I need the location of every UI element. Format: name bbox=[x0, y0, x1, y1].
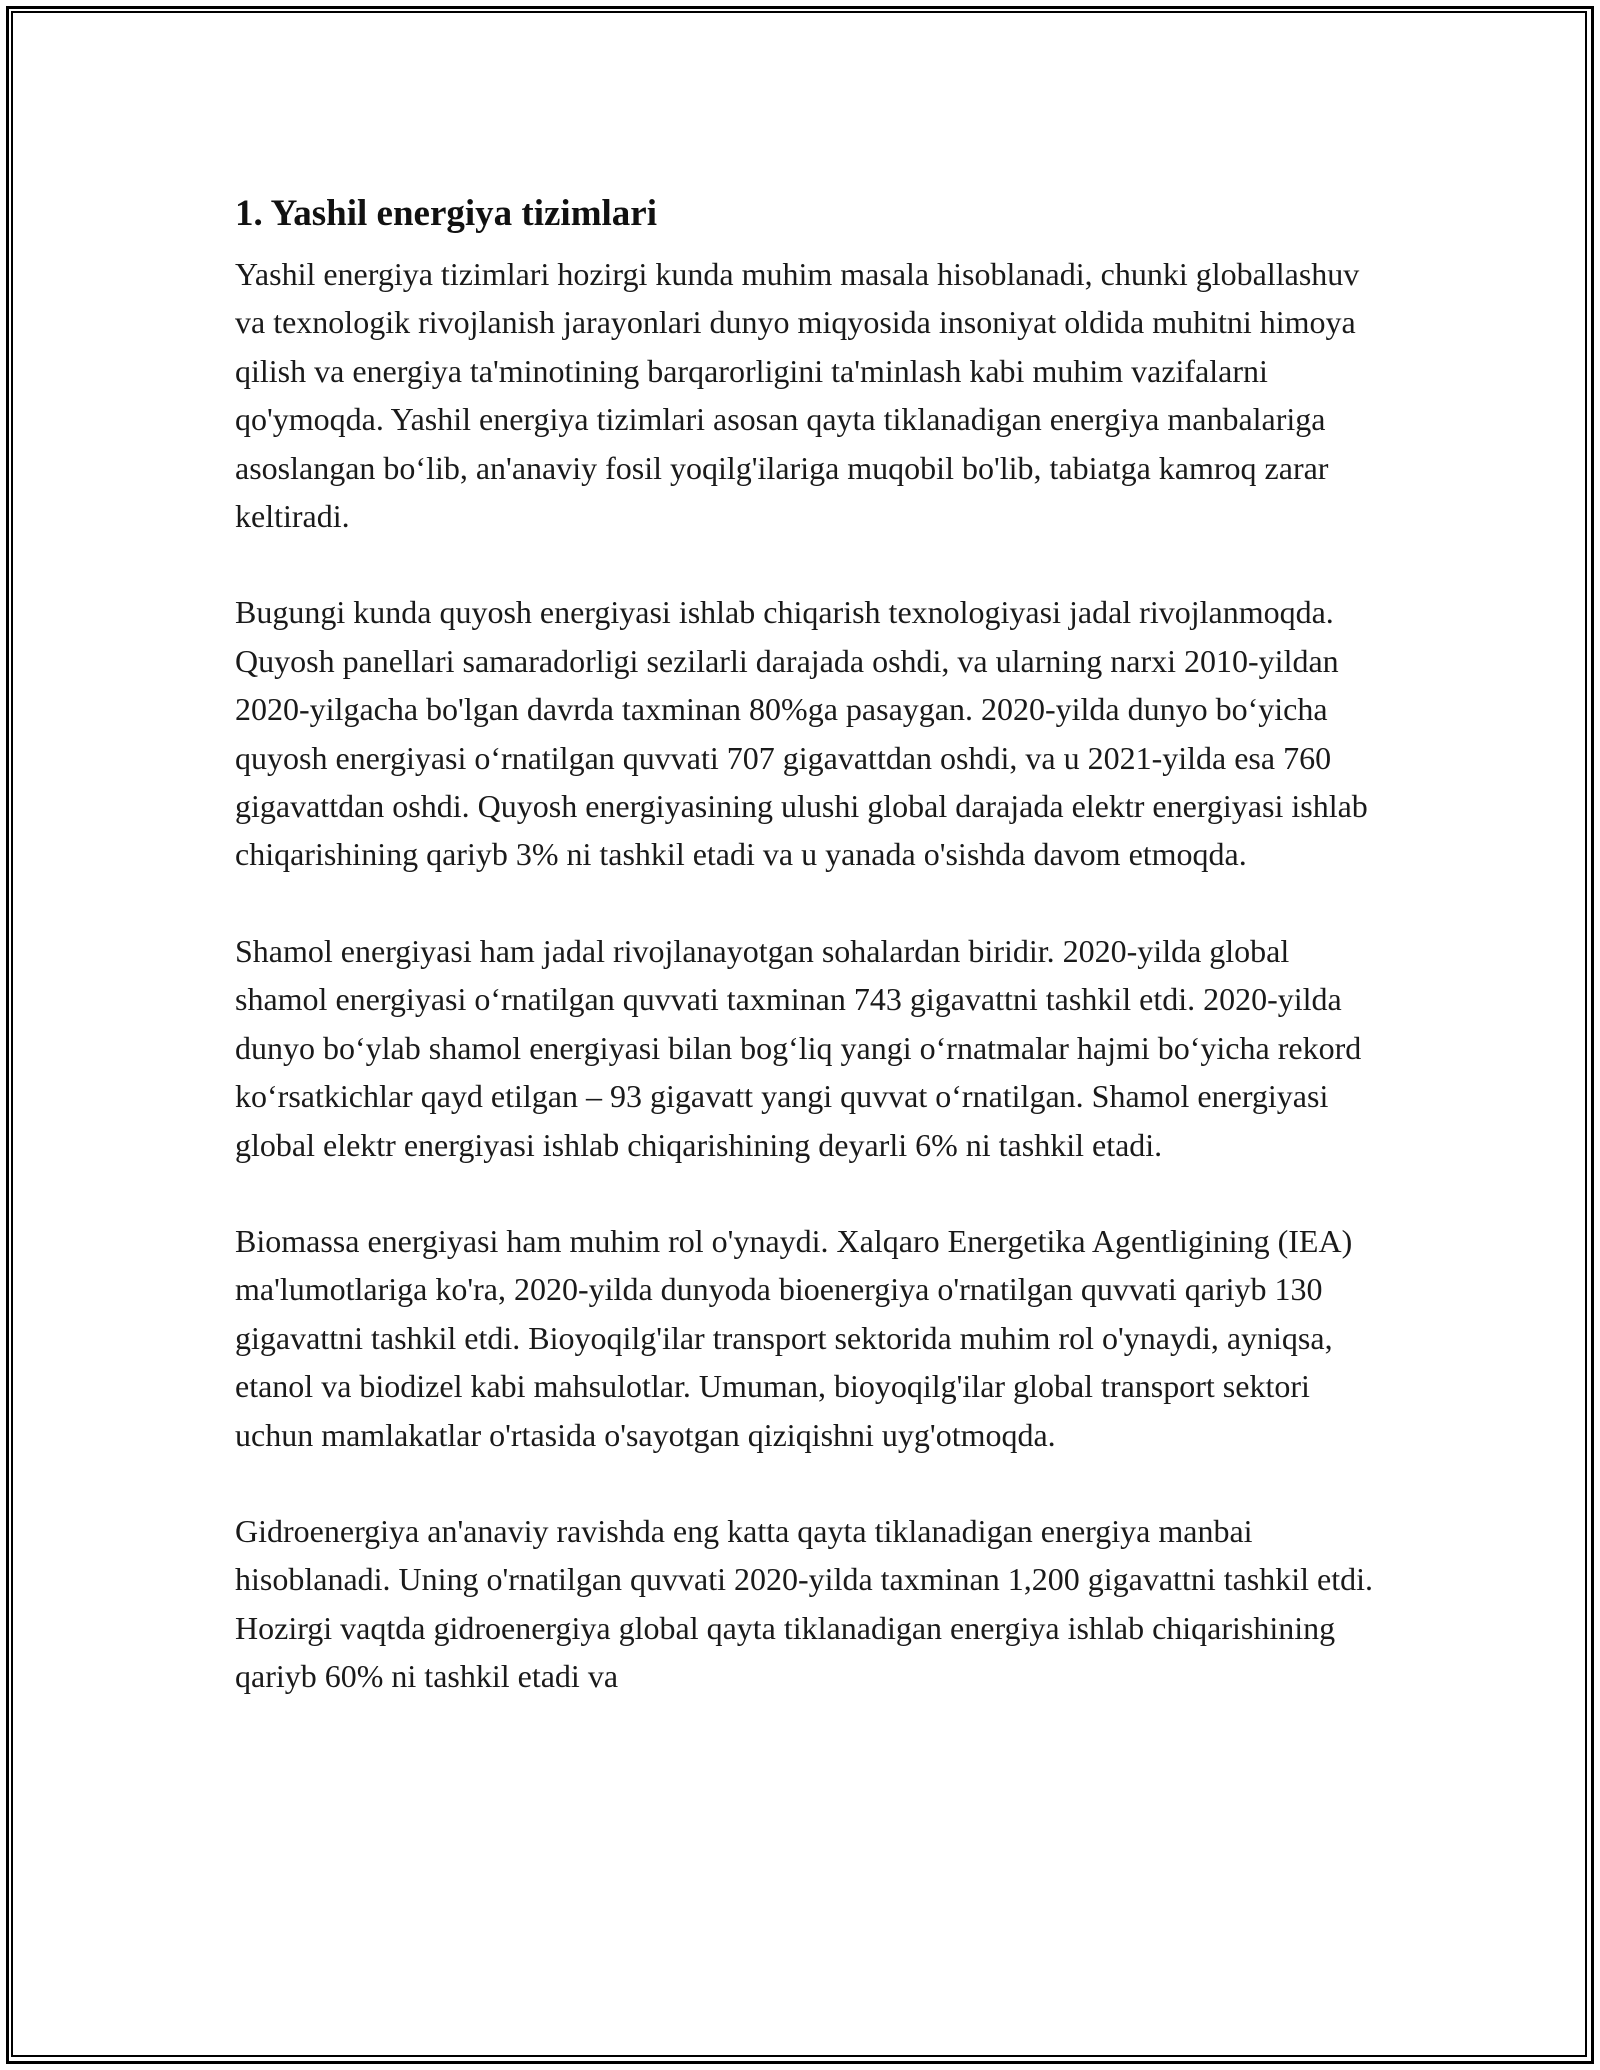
paragraph-intro: Yashil energiya tizimlari hozirgi kunda muhim masala hisoblanadi, chunki globallashuv va texnologik rivojlanish jarayonlari dunyo miqyosida insoniyat oldida muhitni himoya qilish va energiya ta'minotining barqarorligini ta'minlash kabi muhim vazifalarni qo'ymoqda. Yashil energiya tizimlari asosan qayta tiklanadigan energiya manbalariga asoslangan boʻlib, an'anaviy fosil yoqilg'ilariga muqobil bo'lib, tabiatga kamroq zarar keltiradi. bbox=[235, 256, 1360, 535]
paragraph-biomass: Biomassa energiyasi ham muhim rol o'ynaydi. Xalqaro Energetika Agentligining (IEA) ma'lumotlariga ko'ra, 2020-yilda dunyoda bioenergiya o'rnatilgan quvvati qariyb 130 gigavattni tashkil etdi. Bioyoqilg'ilar transport sektorida muhim rol o'ynaydi, ayniqsa, etanol va biodizel kabi mahsulotlar. Umuman, bioyoqilg'ilar global transport sektori uchun mamlakatlar o'rtasida o'sayotgan qiziqishni uyg'otmoqda. bbox=[235, 1222, 1353, 1453]
paragraph-hydro: Gidroenergiya an'anaviy ravishda eng katta qayta tiklanadigan energiya manbai hisoblanadi. Uning o'rnatilgan quvvati 2020-yilda taxminan 1,200 gigavattni tashkil etdi. Hozirgi vaqtda gidroenergiya global qayta tiklanadigan energiya ishlab chiqarishining qariyb 60% ni tashkil etadi va bbox=[235, 1512, 1374, 1695]
paragraph-wind: Shamol energiyasi ham jadal rivojlanayotgan sohalardan biridir. 2020-yilda global shamol energiyasi oʻrnatilgan quvvati taxminan 743 gigavattni tashkil etdi. 2020-yilda dunyo boʻylab shamol energiyasi bilan bogʻliq yangi oʻrnatmalar hajmi boʻyicha rekord koʻrsatkichlar qayd etilgan – 93 gigavatt yangi quvvat oʻrnatilgan. Shamol energiyasi global elektr energiyasi ishlab chiqarishining deyarli 6% ni tashkil etadi. bbox=[235, 932, 1362, 1163]
paragraph-solar: Bugungi kunda quyosh energiyasi ishlab chiqarish texnologiyasi jadal rivojlanmoqda. Quyosh panellari samaradorligi sezilarli darajada oshdi, va ularning narxi 2010-yildan 2020-yilgacha bo'lgan davrda taxminan 80%ga pasaygan. 2020-yilda dunyo boʻyicha quyosh energiyasi oʻrnatilgan quvvati 707 gigavattdan oshdi, va u 2021-yilda esa 760 gigavattdan oshdi. Quyosh energiyasining ulushi global darajada elektr energiyasi ishlab chiqarishining qariyb 3% ni tashkil etadi va u yanada o'sishda davom etmoqda. bbox=[235, 594, 1368, 873]
document-body bbox=[235, 188, 1375, 1749]
section-title: 1. Yashil energiya tizimlari bbox=[235, 193, 658, 234]
